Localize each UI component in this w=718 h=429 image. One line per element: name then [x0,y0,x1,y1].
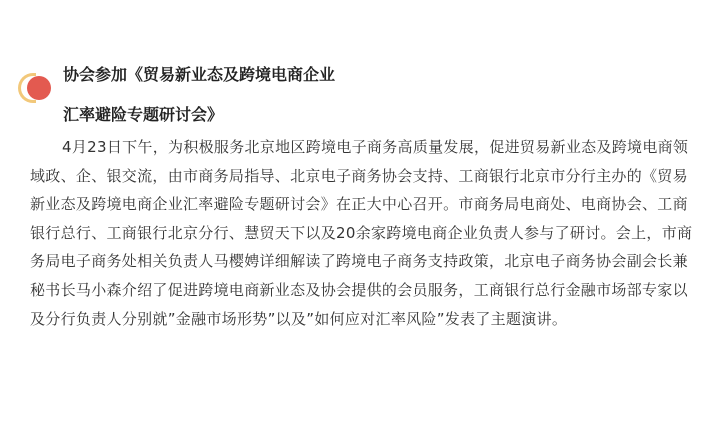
article-title [63,60,623,130]
article-body: 4月23日下午，为积极服务北京地区跨境电子商务高质量发展，促进贸易新业态及跨境电商领域政、企、银交流，由市商务局指导、北京电子商务协会支持、工商银行北京市分行主办的《贸易新业态及跨境电商企业汇率避险专题研讨会》在正大中心召开。市商务局电商处、电商协会、工商银行总行、工商银行北京分行、慧贸天下以及20余家跨境电商企业负责人参与了研讨。会上，市商务局电子商务处相关负责人马樱娉详细解读了跨境电子商务支持政策，北京电子商务协会副会长兼秘书长马小森介绍了促进跨境电商新业态及协会提供的会员服务，工商银行总行金融市场部专家以及分行负责人分别就”金融市场形势”以及”如何应对汇率风险”发表了主题演讲。 [30,138,693,328]
marker-dot-icon [27,76,51,100]
article-title-line-2: 汇率避险专题研讨会》 [63,105,224,124]
article-title-line-1: 协会参加《贸易新业态及跨境电商企业 [63,65,336,84]
title-marker-icon [18,73,54,103]
